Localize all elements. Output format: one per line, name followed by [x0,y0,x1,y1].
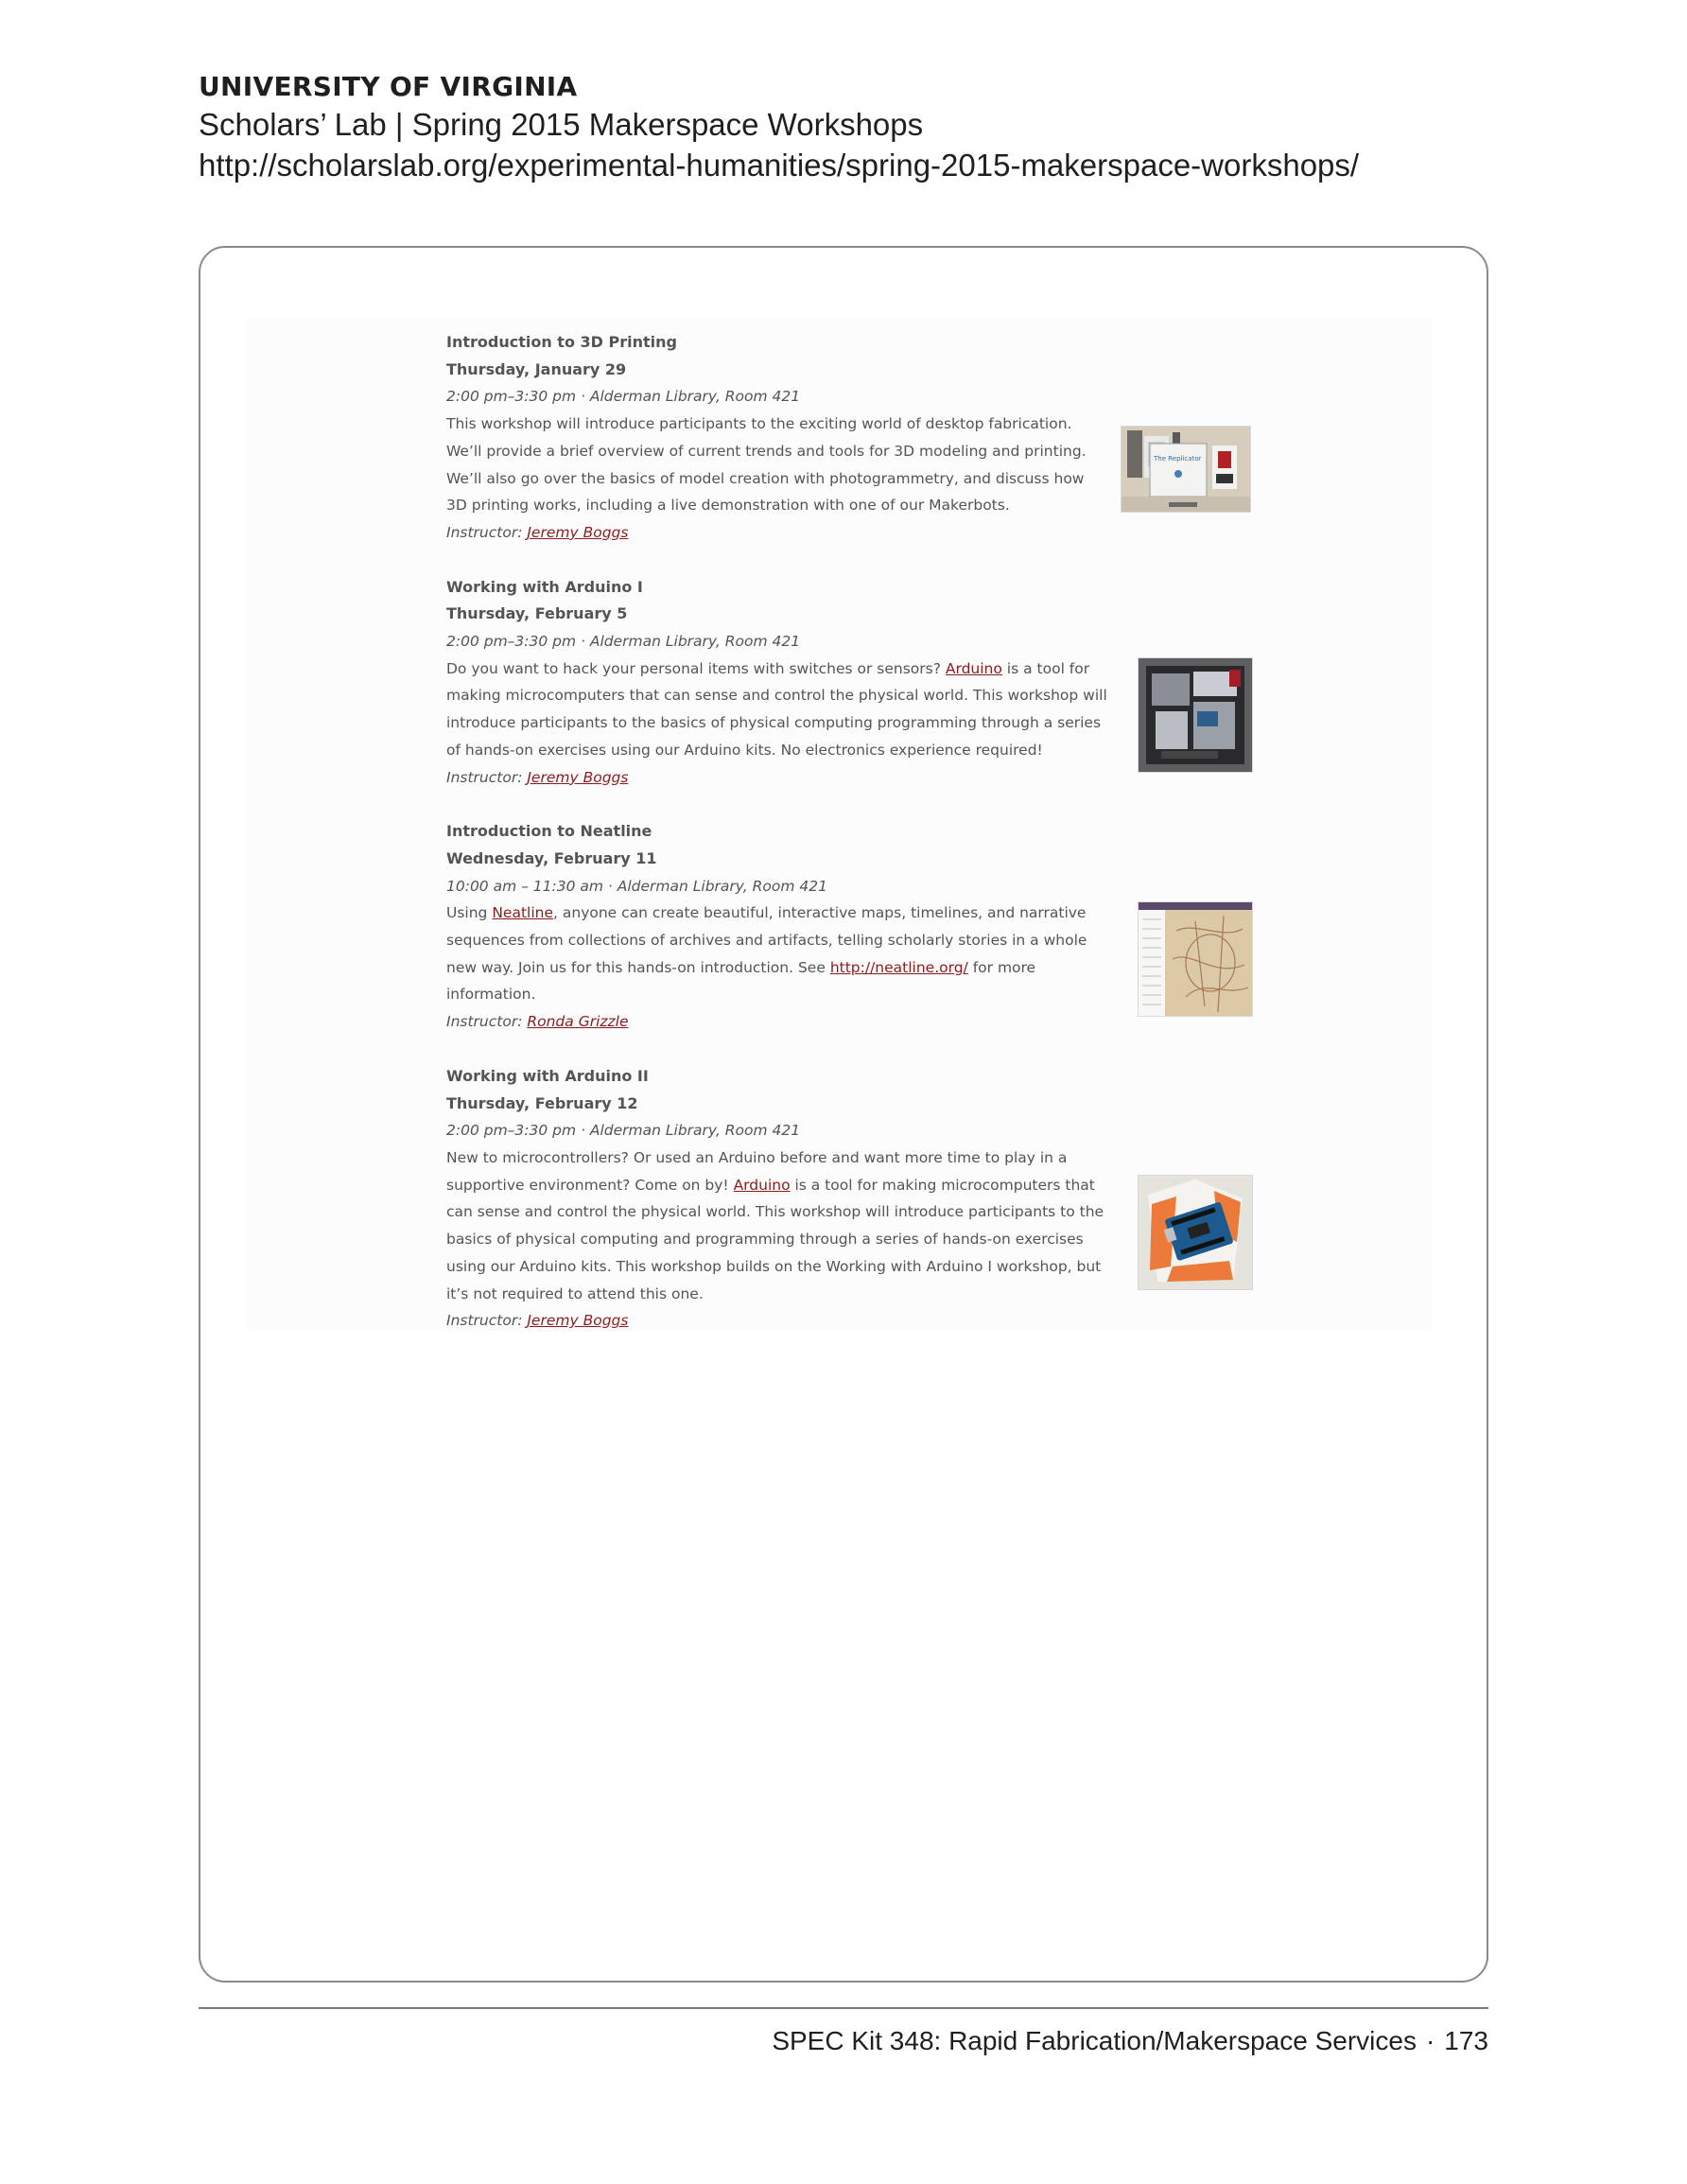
document-title: Scholars’ Lab | Spring 2015 Makerspace Workshops [199,107,924,142]
workshop-title: Introduction to Neatline [446,822,652,841]
page-footer [772,2024,1488,2058]
workshop-title: Working with Arduino II [446,1066,649,1085]
workshop-instructor [446,1307,1401,1335]
arduino-kit-photo [1138,657,1253,773]
instructor-label: Instructor: [446,1013,523,1031]
workshop-time-location: 10:00 am – 11:30 am · Alderman Library, Room 421 [446,877,827,895]
3d-printer-photo [1121,426,1251,513]
footer-text: SPEC Kit 348: Rapid Fabrication/Makerspace Services [772,2026,1417,2055]
workshop-description: Using Neatline, anyone can create beautiful, interactive maps, timelines, and narrative sequences from collections of archives and artifacts, telling scholarly stories in a whole new way. Join us for this hands-on introduction. See http://neatline.org/ for more information. [446,904,1087,1004]
workshop-title: Working with Arduino I [446,577,643,596]
document-url: http://scholarslab.org/experimental-humanities/spring-2015-makerspace-workshops/ [199,148,1360,183]
workshop-time-location: 2:00 pm–3:30 pm · Alderman Library, Room 421 [446,633,801,651]
screenshot-frame [199,246,1488,1983]
workshop-date: Thursday, February 12 [446,1093,638,1112]
workshop-item [446,1063,1401,1335]
workshop-description: New to microcontrollers? Or used an Arduino before and want more time to play in a supportive environment? Come on by! Arduino is a tool for making microcomputers that can sense and control the physical world. This workshop will introduce participants to the basics of physical computing and programming through a series of hands-on exercises using our Arduino kits. This workshop builds on the Working with Arduino I workshop, but it’s not required to attend this one. [446,1148,1104,1302]
footer-rule [199,2007,1488,2009]
workshop-instructor [446,1008,1401,1036]
workshop-time-location: 2:00 pm–3:30 pm · Alderman Library, Room 421 [446,1122,801,1140]
arduino-link[interactable]: Arduino [945,659,1002,677]
workshop-list [446,329,1401,1362]
workshop-date: Wednesday, February 11 [446,848,657,867]
footer-separator: · [1425,2026,1435,2055]
page-number: 173 [1444,2026,1488,2055]
institution-name: UNIVERSITY OF VIRGINIA [199,71,578,102]
workshop-description: This workshop will introduce participants to the exciting world of desktop fabrication. We’ll provide a brief overview of current trends and tools for 3D modeling and printing. We’ll also go over the basics of model creation with photogrammetry, and discuss how 3D printing works, including a live demonstration with one of our Makerbots. [446,415,1087,515]
neatline-url-link[interactable]: http://neatline.org/ [829,958,968,976]
workshop-date: Thursday, February 5 [446,604,628,623]
neatline-link[interactable]: Neatline [492,904,554,922]
workshop-instructor [446,764,1401,792]
arduino-link[interactable]: Arduino [733,1176,791,1194]
instructor-label: Instructor: [446,523,523,541]
instructor-link[interactable]: Ronda Grizzle [527,1013,629,1031]
instructor-link[interactable]: Jeremy Boggs [527,768,629,786]
workshop-description: Do you want to hack your personal items with switches or sensors? Arduino is a tool for making microcomputers that can sense and control the physical world. This workshop will introduce participants to the basics of physical computing programming through a series of hands-on exercises using our Arduino kits. No electronics experience required! [446,659,1107,759]
page-header [199,70,1359,185]
neatline-map-screenshot [1138,901,1253,1017]
instructor-label: Instructor: [446,768,523,786]
instructor-link[interactable]: Jeremy Boggs [527,1312,629,1330]
printer-brand-text: The Replicator [1154,455,1202,463]
web-page-capture [246,318,1432,1330]
workshop-instructor [446,519,1401,547]
instructor-label: Instructor: [446,1312,523,1330]
arduino-board-photo [1138,1175,1253,1290]
workshop-item [446,329,1401,547]
workshop-title: Introduction to 3D Printing [446,333,677,351]
workshop-time-location: 2:00 pm–3:30 pm · Alderman Library, Room 421 [446,388,801,406]
workshop-item [446,574,1401,792]
instructor-link[interactable]: Jeremy Boggs [527,523,629,541]
workshop-item [446,818,1401,1036]
workshop-date: Thursday, January 29 [446,359,627,378]
